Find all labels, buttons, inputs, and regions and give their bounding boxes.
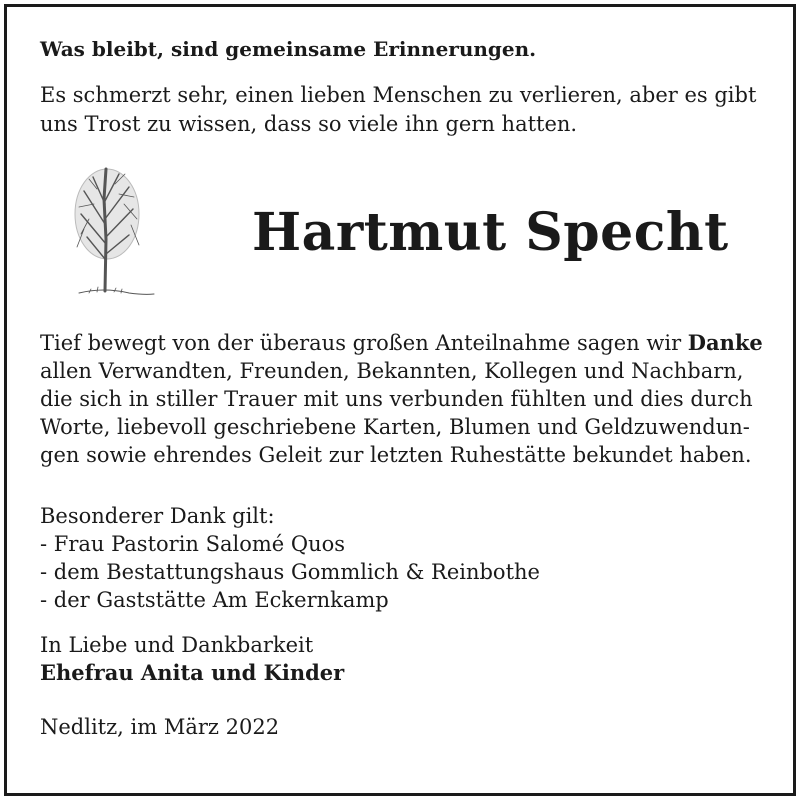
place-date: Nedlitz, im März 2022	[40, 715, 280, 739]
thanks-line-5: gen sowie ehrendes Geleit zur letzten Ruhestätte bekundet haben.	[40, 443, 752, 467]
closing-line: In Liebe und Dankbarkeit	[40, 633, 314, 657]
special-thanks-item: - Frau Pastorin Salomé Quos	[40, 532, 346, 556]
special-thanks-heading: Besonderer Dank gilt:	[40, 504, 275, 528]
deceased-name: Hartmut Specht	[252, 202, 729, 263]
obituary-notice	[4, 4, 796, 796]
intro-text: Es schmerzt sehr, einen lieben Menschen zu verlieren, aber es gibt uns Trost zu wissen, dass so viele ihn gern hatten.	[40, 83, 757, 136]
thanks-line-3: die sich in stiller Trauer mit uns verbunden fühlten und dies durch	[40, 387, 753, 411]
special-thanks-item: - dem Bestattungshaus Gommlich & Reinbothe	[40, 560, 540, 584]
motto-heading: Was bleibt, sind gemeinsame Erinnerungen.	[40, 37, 537, 61]
thanks-line-1	[40, 329, 785, 357]
special-thanks	[40, 502, 540, 614]
special-thanks-item: - der Gaststätte Am Eckernkamp	[40, 588, 389, 612]
thanks-paragraph	[40, 329, 785, 469]
closing-block	[40, 631, 344, 687]
thanks-line-2: allen Verwandten, Freunden, Bekannten, Kollegen und Nachbarn,	[40, 359, 744, 383]
thanks-line-1-text: Tief bewegt von der überaus großen Anteilnahme sagen wir	[40, 331, 688, 355]
danke-word: Danke	[687, 330, 763, 355]
thanks-line-4: Worte, liebevoll geschriebene Karten, Blumen und Geldzuwendun-	[40, 415, 750, 439]
signature: Ehefrau Anita und Kinder	[40, 660, 345, 685]
birch-tree-icon	[59, 159, 159, 299]
